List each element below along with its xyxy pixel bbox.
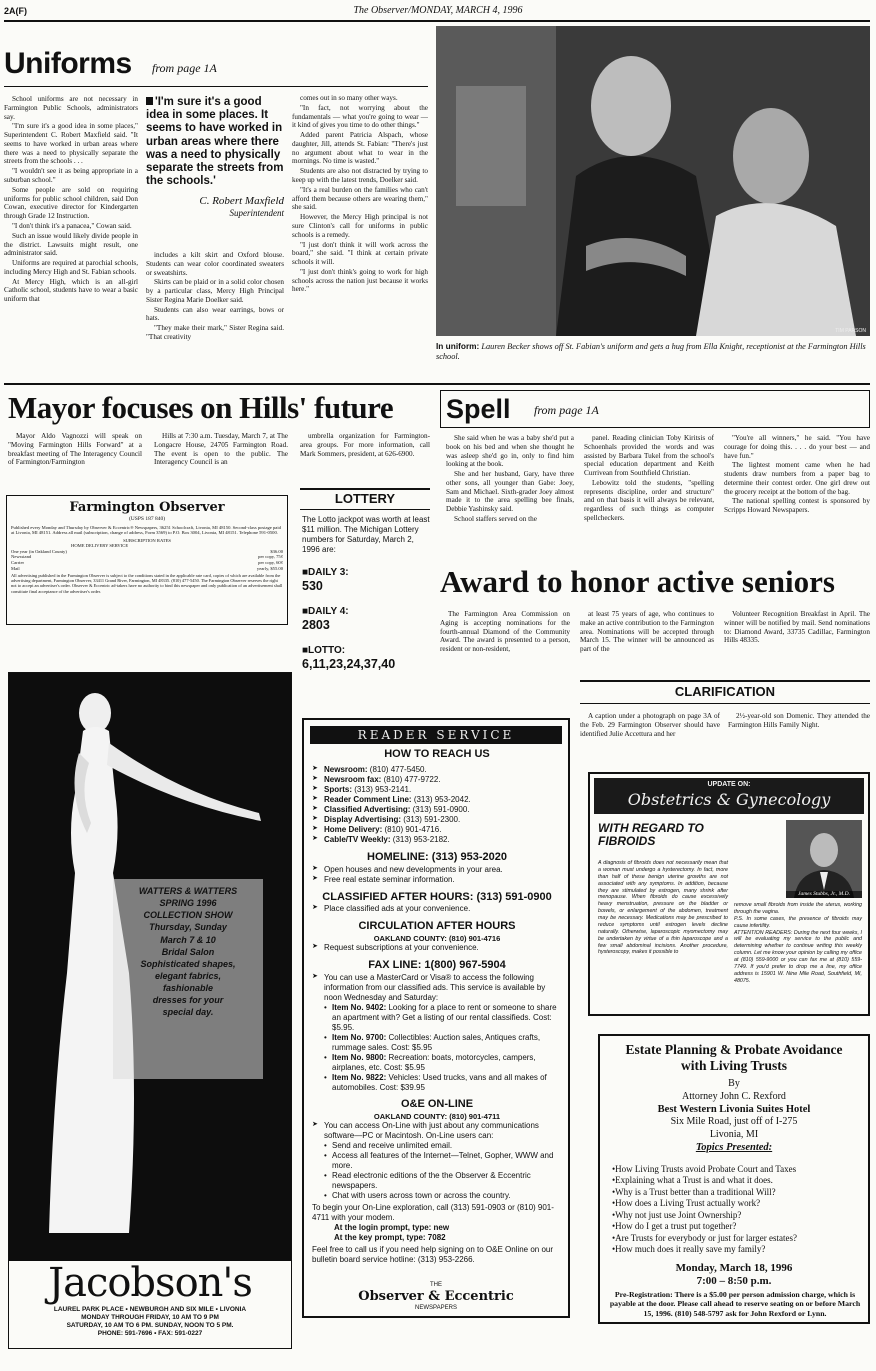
online-title: O&E ON-LINE <box>400 1098 474 1111</box>
lottery-rule <box>300 488 430 490</box>
circulation-item: ➤ Request subscriptions at your convenience. <box>312 943 562 953</box>
doctor-photo-image <box>786 820 862 898</box>
contact-cable-tv: ➤ Cable/TV Weekly: (313) 953-2182. <box>312 835 562 845</box>
paragraph: She said when he was a baby she'd put a book on his bed and when she thought he was asleep she'd go in, only to find him looking at the book. <box>446 434 574 469</box>
paragraph: Students can also wear earrings, bows or hats. <box>146 305 284 323</box>
estate-attorney: Attorney John C. Rexford <box>682 1090 786 1102</box>
circulation-subtitle: OAKLAND COUNTY: (810) 901-4716 <box>373 934 501 943</box>
clarification-column-2 <box>728 712 870 754</box>
estate-presenter <box>604 1078 864 1154</box>
estate-date: Monday, March 18, 1996 <box>675 1262 793 1274</box>
estate-topic: • How do I get a trust put together? <box>612 1221 866 1232</box>
jacobsons-phone: PHONE: 591-7696 • FAX: 591-0227 <box>97 1329 203 1337</box>
paragraph: A caption under a photograph on page 3A of the Feb. 29 Farmington Observer should have identified Julie Accettura and her <box>580 712 720 738</box>
pull-quote-title: Superintendent <box>229 207 284 218</box>
contact-home-delivery: ➤ Home Delivery: (810) 901-4716. <box>312 825 562 835</box>
estate-topic: • Are Trusts for everybody or just for larger estates? <box>612 1233 866 1244</box>
estate-topic: • How Living Trusts avoid Probate Court and Taxes <box>612 1164 866 1175</box>
poster-line: special day. <box>162 1007 214 1018</box>
spell-column-1 <box>446 434 574 556</box>
rates-heading: SUBSCRIPTION RATES <box>123 537 171 543</box>
jacobsons-location: LAUREL PARK PLACE • NEWBURGH AND SIX MILE • LIVONIA <box>53 1306 247 1313</box>
estate-topic: • Why not just use Joint Ownership? <box>612 1210 866 1221</box>
fax-item: • Item No. 9822: Vehicles: Used trucks, vans and all makes of automobiles. Cost: $39.95 <box>312 1073 562 1093</box>
paragraph: Mayor Aldo Vagnozzi will speak on "Moving Farmington Hills Forward" at a breakfast meeting of The Interagency Council of Farmington/Farmington <box>8 432 142 467</box>
masthead-disclaimer: All advertising published in the Farmington Observer is subject to the conditions stated in the applicable rate card, copies of which are available from the advertising department, Farmington Observer, 33411 Grand River, Farmington, MI 48335. (810) 477-5450. The Farmington Observer reserves the right not to accept an advertiser's order. Observer & Eccentric ad-takers have no authority to bind this newspaper and only publication of an advertisement shall constitute final acceptance of the advertiser's order. <box>11 572 283 594</box>
rates-list <box>11 549 283 572</box>
homeline-item: ➤ Open houses and new developments in your area. <box>312 865 562 875</box>
online-item: • Chat with users across town or across the country. <box>312 1191 562 1201</box>
header-rule <box>4 20 870 22</box>
estate-title-line: Estate Planning & Probate Avoidance <box>625 1042 843 1057</box>
poster-line: COLLECTION SHOW <box>143 910 233 921</box>
estate-title-line: with Living Trusts <box>680 1057 788 1073</box>
estate-topics-heading: Topics Presented: <box>695 1142 773 1154</box>
fax-title: FAX LINE: 1(800) 967-5904 <box>368 959 506 972</box>
paragraph: Hills at 7:30 a.m. Tuesday, March 7, at The Longacre House, 24705 Farmington Road. The event is open to the public. The Interagency Council is an <box>154 432 288 467</box>
paragraph: "I just don't think's going to work for high schools across the nation just because it works here." <box>292 267 428 294</box>
rate-row: Newsstand per copy, 75¢ <box>11 554 283 560</box>
uniforms-rule <box>4 86 428 87</box>
uniform-photo <box>436 26 870 336</box>
pull-quote-text: 'I'm sure it's a good idea in some places. It seems to have worked in urban areas where there was a need to physically separate the streets from the schools.' <box>146 96 284 188</box>
online-login: At the login prompt, type: new <box>334 1223 450 1233</box>
estate-planning-ad <box>598 1034 870 1324</box>
masthead-name: Farmington Observer <box>69 500 225 515</box>
contact-newsroom: ➤ Newsroom: (810) 477-5450. <box>312 765 562 775</box>
photo-credit: TIM PARSON <box>835 327 866 334</box>
paragraph: Skirts can be plaid or in a solid color chosen by a particular class, Mercy High Principal Sister Regina Marie Doelker said. <box>146 278 284 304</box>
uniforms-column-2 <box>146 251 284 371</box>
contact-list <box>312 765 562 845</box>
masthead-fine-print: Published every Monday and Thursday by Observer & Eccentric® Newspapers, 36251 Schoolcraft, Livonia, MI 48150. Second-class postage paid at Livonia, MI 48151. Address all mail (subscription, change of address, Form 3569) to P.O. Box 3004, Livonia, MI 48151. Telephone 591-0500. <box>11 524 281 536</box>
rate-row: Carrier per copy, 60¢ <box>11 560 283 566</box>
award-column-3 <box>724 610 870 668</box>
poster-line: dresses for your <box>152 995 224 1006</box>
caption-lead: In uniform: <box>436 341 480 351</box>
lottery-daily3: ■DAILY 3: 530 <box>302 567 349 594</box>
rate-row: One year (in Oakland County) $36.00 <box>11 548 283 554</box>
poster-line: Thursday, Sunday <box>149 922 227 933</box>
lottery-rule <box>300 509 430 510</box>
uniform-photo-image <box>436 26 870 336</box>
estate-hotel: Best Western Livonia Suites Hotel <box>657 1104 811 1115</box>
paragraph: At Mercy High, which is an all-girl Catholic school, students have to wear a basic uniform that <box>4 277 138 304</box>
spell-from-page: from page 1A <box>534 403 599 417</box>
estate-topic: • Why is a Trust better than a traditional Will? <box>612 1187 866 1198</box>
online-item: • Read electronic editions of the the Observer & Eccentric newspapers. <box>312 1171 562 1191</box>
oe-logo-sub: NEWSPAPERS <box>415 1304 457 1311</box>
spell-column-3 <box>724 434 870 556</box>
estate-time: 7:00 – 8:50 p.m. <box>696 1275 772 1288</box>
masthead-box <box>6 495 288 625</box>
paragraph: Volunteer Recognition Breakfast in April. The winner will be notified by mail. Send nominations to: Diamond Award, 33735 Cadillac, Farmington Hills 48335. <box>724 610 870 645</box>
paragraph: The lightest moment came when he had students draw numbers from a paper bag to determine their contest order. One girl drew out the grocery receipt at the bottom of the bag. <box>724 461 870 496</box>
reader-service-banner: READER SERVICE <box>310 726 562 744</box>
paragraph: "They make their mark," Sister Regina said. "That creativity <box>146 324 284 342</box>
clarification-rule <box>580 680 870 682</box>
lottery-daily4: ■DAILY 4: 2803 <box>302 606 349 633</box>
oe-logo <box>304 1282 568 1312</box>
fax-intro: ➤ You can use a MasterCard or Visa® to access the following information from our classified ads. This service is available by noon Wednesday and Saturday: <box>312 973 562 1003</box>
estate-title <box>604 1042 864 1073</box>
circulation-title: CIRCULATION AFTER HOURS <box>358 920 516 933</box>
mayor-column-1 <box>8 432 142 482</box>
award-headline: Award to honor active seniors <box>440 564 835 599</box>
fax-item: • Item No. 9700: Collectibles: Auction sales, Antiques crafts, rummage sales. Cost: $5.95 <box>312 1033 562 1053</box>
paragraph: Some people are sold on requiring uniforms for public school children, said Don Cowan, executive director for Kindergarten through Grade 12 Instruction. <box>4 185 138 221</box>
classified-item: ➤ Place classified ads at your convenience. <box>312 904 562 914</box>
pull-quote-name: C. Robert Maxfield <box>199 194 284 207</box>
collection-poster <box>113 879 263 1079</box>
obgyn-ad <box>588 772 870 1016</box>
jacobsons-ad <box>8 672 292 1349</box>
online-key: At the key prompt, type: 7082 <box>334 1233 446 1243</box>
doctor-photo <box>786 820 862 898</box>
clarification-rule <box>580 703 870 704</box>
paragraph: umbrella organization for Farmington-area groups. For more information, call Mark Sommers, president, at 626-6900. <box>300 432 430 458</box>
lottery-intro: The Lotto jackpot was worth at least $11 million. The Michigan Lottery numbers for Saturday, March 2, 1996 are: <box>302 515 430 554</box>
prereg-label: Pre-Registration: <box>614 1290 673 1299</box>
mayor-column-3 <box>300 432 430 482</box>
obgyn-column-1: A diagnosis of fibroids does not necessarily mean that a woman must undergo a hysterectomy. In fact, more than half of these benign uterine growths are not associated with any symptoms. In addition, because they are stimulated by estrogen, many shrink after menopause. When fibroids do cause excessively heavy menstruation, pressure on the bladder or bowels, or enlargement of the abdomen, treatment may be necessary. Medications may be prescribed to reduce symptoms until estrogen levels decline naturally. Otherwise, laparoscopic myomectomy may be undertaken by virtue of a thin laparoscope and a few small abdominal incisions. Another procedure, hysteroscopy, makes it possible to <box>598 860 728 956</box>
obgyn-banner <box>594 778 864 814</box>
paragraph: comes out in so many other ways. <box>300 94 398 102</box>
estate-topic-list <box>612 1164 866 1255</box>
how-to-reach-title: HOW TO REACH US <box>384 748 490 760</box>
spell-column-2 <box>584 434 714 556</box>
paragraph: "You're all winners," he said. "You have courage for doing this. . . . do your best — and have fun." <box>724 434 870 460</box>
paragraph: The national spelling contest is sponsored by Scripps Howard Newspapers. <box>724 497 870 515</box>
oe-logo-the: THE <box>430 1281 442 1288</box>
paragraph: "I don't think it's a panacea," Cowan said. <box>12 221 132 230</box>
online-item: • Access all features of the Internet—Telnet, Gopher, WWW and more. <box>312 1151 562 1171</box>
online-subtitle: OAKLAND COUNTY: (810) 901-4711 <box>373 1111 501 1121</box>
paragraph: However, the Mercy High principal is not sure Clinton's call for uniforms in public schools is a remedy. <box>292 213 428 239</box>
award-column-1 <box>440 610 570 668</box>
online-begin: To begin your On-Line exploration, call (313) 591-0903 or (810) 901-4711 with your modem. <box>312 1203 554 1223</box>
paragraph: P.S. In some cases, the presence of fibroids may cause infertility. <box>734 915 862 929</box>
contact-classified: ➤ Classified Advertising: (313) 591-0900. <box>312 805 562 815</box>
homeline-item: ➤ Free real estate seminar information. <box>312 875 562 885</box>
spell-headline: Spell <box>446 394 511 424</box>
poster-line: SPRING 1996 <box>159 898 217 909</box>
paragraph: includes a kilt skirt and Oxford blouse. Students can wear color coordinated sweaters or sweatshirts. <box>146 251 284 277</box>
poster-line: WATTERS & WATTERS <box>138 886 238 896</box>
obgyn-banner-top: UPDATE ON: <box>707 781 751 788</box>
paragraph: 2½-year-old son Domenic. They attended the Farmington Hills Family Night. <box>728 712 870 729</box>
paragraph: "I wouldn't see it as being appropriate in a suburban school." <box>4 167 138 185</box>
estate-topic: • Explaining what a Trust is and what it does. <box>612 1175 866 1186</box>
contact-sports: ➤ Sports: (313) 953-2141. <box>312 785 562 795</box>
mayor-column-2 <box>154 432 288 482</box>
estate-city: Livonia, MI <box>709 1128 759 1140</box>
paragraph: Added parent Patricia Alspach, whose daughter, Jill, attends St. Fabian: "There's just no argument about what to wear in the mornings. No time is wasted." <box>292 131 428 166</box>
fax-item: • Item No. 9800: Recreation: boats, motorcycles, campers, airplanes, etc. Cost: $5.95 <box>312 1053 562 1073</box>
contact-reader-comment: ➤ Reader Comment Line: (313) 953-2042. <box>312 795 562 805</box>
estate-datetime <box>604 1262 864 1288</box>
masthead-usps: (USPS 187 840) <box>128 515 166 522</box>
jacobsons-hours-weekend: SATURDAY, 10 AM TO 6 PM. SUNDAY, NOON TO 5 PM. <box>66 1321 234 1329</box>
online-intro: ➤ You can access On-Line with just about any communications software—PC or Macintosh. On-Line users can: <box>312 1121 562 1141</box>
paragraph: "In fact, not worrying about the fundamentals — what you're going to wear — it kind of gives you time to do other things." <box>292 103 428 130</box>
paragraph: She and her husband, Gary, have three other sons, all younger than Gabe: Joey, Sam and Michael. Sixth-grader Joey almost made it to the area spelling bee finals, Debbie Yashinsky said. <box>446 470 574 514</box>
paragraph: ATTENTION READERS: During the next four weeks, I will be evaluating my service to the public and determining whether to continue writing this weekly column. Let me know your opinion by calling my office at (810) 559-9000 or you can fax me at (810) 559-7749. If you'd prefer to drop me a line, my office address is 15901 W. Nine Mile Road, Southfield, MI, 48075. <box>734 929 862 984</box>
online-item: • Send and receive unlimited email. <box>312 1141 562 1151</box>
poster-line: Bridal Salon <box>161 946 215 957</box>
poster-line: elegant fabrics, <box>154 970 222 981</box>
paragraph: School uniforms are not necessary in Farmington Public Schools, administrators say. <box>4 95 138 121</box>
classified-title: CLASSIFIED AFTER HOURS: (313) 591-0900 <box>322 890 552 903</box>
jacobsons-hours-weekday: MONDAY THROUGH FRIDAY, 10 AM TO 9 PM <box>81 1313 219 1321</box>
jacobsons-footer <box>9 1261 291 1349</box>
paragraph: Uniforms are required at parochial schools, including Mercy High and St. Fabian schools. <box>4 259 138 276</box>
uniforms-headline: Uniforms <box>4 47 132 80</box>
poster-line: March 7 & 10 <box>160 934 216 945</box>
estate-by: By <box>728 1078 740 1089</box>
reader-service-content <box>312 748 562 1265</box>
estate-address: Six Mile Road, just off of I-275 <box>670 1116 798 1128</box>
contact-newsroom-fax: ➤ Newsroom fax: (810) 477-9722. <box>312 775 562 785</box>
online-help: Feel free to call us if you need help signing on to O&E Online on our bulletin board service hotline: (313) 953-2266. <box>312 1245 554 1265</box>
obgyn-column-2 <box>734 902 862 985</box>
section-rule <box>4 383 870 385</box>
paragraph: "I just don't think it will work across the board," she said. "I think at certain private schools it will. <box>292 240 428 267</box>
paragraph: at least 75 years of age, who continues to make an active contribution to the Farmington area. Nominations will be accepted through March 15. The winner will be announced as part of the <box>580 610 714 654</box>
homeline-title: HOMELINE: (313) 953-2020 <box>367 850 507 863</box>
paragraph: "I'm sure it's a good idea in some places," Superintendent C. Robert Maxfield said. "It seems to have worked in urban areas where there was a need to physically separate the streets from the schools . . . <box>4 122 138 166</box>
poster-line: fashionable <box>162 983 213 994</box>
rate-row: Mail yearly, $55.00 <box>11 565 283 571</box>
uniforms-from-page: from page 1A <box>152 61 217 75</box>
paragraph: Students are also not distracted by trying to keep up with the latest trends, Doelker said. <box>292 167 428 185</box>
oe-logo-name: Observer & Eccentric <box>358 1288 514 1304</box>
uniforms-column-1 <box>4 95 138 370</box>
jacobsons-logo: Jacobson's <box>48 1260 252 1306</box>
paragraph: Lebowitz told the students, "spelling represents discipline, order and structure" and on that basis it will always be relevant, regardless of such things as computer spellcheckers. <box>584 478 714 523</box>
estate-topic: • How much does it really save my family? <box>612 1244 866 1255</box>
clarification-column-1 <box>580 712 720 754</box>
paragraph: School staffers served on the <box>454 515 537 524</box>
poster-line: Sophisticated shapes, <box>140 958 236 969</box>
obgyn-headline: WITH REGARD TO FIBROIDS <box>598 821 704 849</box>
clarification-title: CLARIFICATION <box>674 684 776 699</box>
pull-quote <box>146 96 284 219</box>
lottery-title: LOTTERY <box>334 491 396 506</box>
obgyn-banner-title: Obstetrics & Gynecology <box>627 789 831 809</box>
prereg-phone: (810) 548-5797 ask for John Rexford or Lynn. <box>674 1308 827 1318</box>
photo-caption <box>436 342 870 362</box>
paragraph: remove small fibroids from inside the uterus, working through the vagina. <box>734 902 862 915</box>
fax-item: • Item No. 9402: Looking for a place to rent or someone to share an apartment with? Get a listing of our rental classifieds. Cost: $5.95. <box>312 1003 562 1033</box>
lottery-lotto: ■LOTTO: 6,11,23,24,37,40 <box>302 645 396 672</box>
paragraph: The Farmington Area Commission on Aging is accepting nominations for the fourth-annual Diamond of the Community Award. The award is presented to a person, resident or non-resident, <box>440 610 570 654</box>
reader-service-box <box>302 718 570 1318</box>
masthead-dateline: The Observer/MONDAY, MARCH 4, 1996 <box>353 5 523 16</box>
award-column-2 <box>580 610 714 668</box>
paragraph: "It's a real burden on the families who can't afford them because others are wearing them," she said. <box>292 185 428 212</box>
estate-topic: • How does a Living Trust actually work? <box>612 1198 866 1209</box>
contact-display: ➤ Display Advertising: (313) 591-2300. <box>312 815 562 825</box>
caption-text: Lauren Becker shows off St. Fabian's uniform and gets a hug from Ella Knight, receptionist at the Farmington Hills school. <box>436 342 866 361</box>
paragraph: Such an issue would likely divide people in the district. Lawsuits might result, one administrator said. <box>4 231 138 258</box>
uniforms-column-3 <box>292 94 428 371</box>
estate-preregistration <box>606 1290 864 1318</box>
delivery-heading: HOME DELIVERY SERVICE <box>71 543 129 549</box>
paragraph: panel. Reading clinician Toby Kiritsis of Schoenhals provided the words and was assisted by Barbara Tukel from the school's special education department and Keith Currivean from Southfield Christian. <box>584 434 714 478</box>
doctor-name: James Stubbs, Jr., M.D. <box>786 891 862 898</box>
page-number: 2A(F) <box>4 6 27 16</box>
prereg-text: There is a $5.00 per person admission charge, which is payable at the door. Please call ahead to reserve seating on or before March 15, 1996. <box>609 1290 861 1318</box>
mayor-headline: Mayor focuses on Hills' future <box>8 390 394 425</box>
